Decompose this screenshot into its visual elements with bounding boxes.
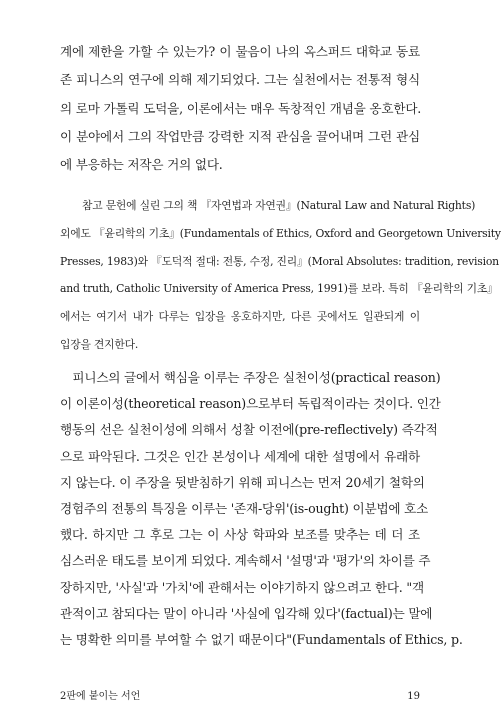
footnote <box>60 192 501 359</box>
paragraph-line: 피니스의 글에서 핵심을 이루는 주장은 실천이성(practical reason) <box>60 370 441 385</box>
page-number: 19 <box>407 691 420 702</box>
paragraph-line: 심스러운 태도를 보이게 되었다. 계속해서 '설명'과 '평가'의 차이를 주 <box>60 553 431 569</box>
paragraph-line: 행동의 선은 실천이성에 의해서 성찰 이전에(pre-reflectively) 즉각적 <box>60 422 438 438</box>
paragraph-line: 이 이론이성(theoretical reason)으로부터 독립적이라는 것이다. 인간 <box>60 396 441 412</box>
footnote-line: 외에도 『윤리학의 기초』(Fundamentals of Ethics, Oxford and Georgetown University <box>60 226 501 240</box>
body-paragraph-2 <box>60 365 463 653</box>
footnote-line: 참고 문헌에 실린 그의 책 『자연법과 자연권』(Natural Law and Natural Rights) <box>82 199 476 212</box>
paragraph-line: 의 로마 가톨릭 도덕을, 이론에서는 매우 독창적인 개념을 옹호한다. <box>60 100 422 116</box>
paragraph-line: 했다. 하지만 그 후로 그는 이 사상 학파와 보조를 맞추는 데 더 조 <box>60 527 420 543</box>
paragraph-line: 으로 파악된다. 그것은 인간 본성이나 세계에 대한 설명에서 유래하 <box>60 448 420 464</box>
paragraph-line: 지 않는다. 이 주장을 뒷받침하기 위해 피니스는 먼저 20세기 철학의 <box>60 474 425 490</box>
paragraph-line: 에 부응하는 저작은 거의 없다. <box>60 157 223 173</box>
paragraph-line: 장하지만, '사실'과 '가치'에 관해서는 이야기하지 않으려고 한다. "객 <box>60 579 424 595</box>
paragraph-line: 이 분야에서 그의 작업만큼 강력한 지적 관심을 끌어내며 그런 관심 <box>60 128 420 144</box>
paragraph-line: 경험주의 전통의 특징을 이루는 '존재-당위'(is-ought) 이분법에 호소 <box>60 500 429 516</box>
footnote-line: 입장을 견지한다. <box>60 337 139 351</box>
body-paragraph-1 <box>60 38 420 179</box>
page-footer <box>60 690 420 704</box>
footnote-line: Presses, 1983)와 『도덕적 절대: 전통, 수정, 진리』(Moral Absolutes: tradition, revision <box>60 254 499 268</box>
running-head: 2판에 붙이는 서언 <box>60 691 141 702</box>
paragraph-line: 관적이고 참되다는 말이 아니라 '사실에 입각해 있다'(factual)는 말에 <box>60 605 433 621</box>
footnote-line: 에서는 여기서 내가 다루는 입장을 옹호하지만, 다른 곳에서도 일관되게 이 <box>60 310 420 324</box>
paragraph-line: 계에 제한을 가할 수 있는가? 이 물음이 나의 옥스퍼드 대학교 동료 <box>60 44 420 59</box>
footnote-line: and truth, Catholic University of America Press, 1991)를 보라. 특히 『윤리학의 기초』 <box>60 282 498 296</box>
paragraph-line: 존 피니스의 연구에 의해 제기되었다. 그는 실천에서는 전통적 형식 <box>60 72 420 88</box>
paragraph-line: 는 명확한 의미를 부여할 수 없기 때문이다"(Fundamentals of Ethics, p. <box>60 631 463 647</box>
